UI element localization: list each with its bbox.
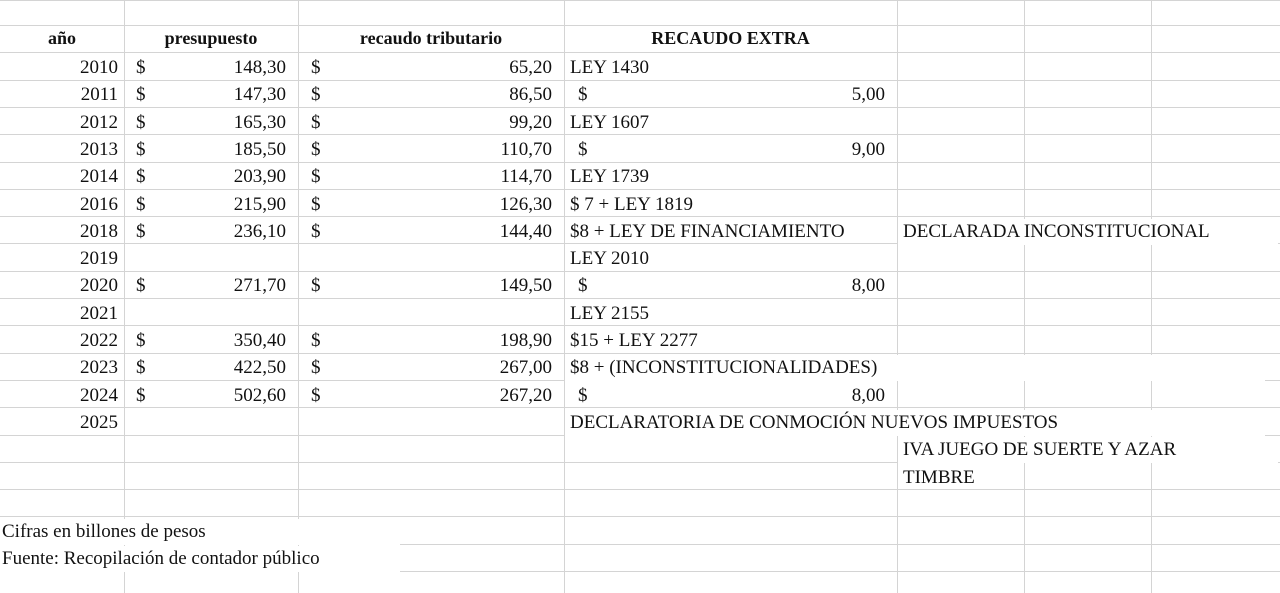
cell-tax-currency[interactable]: $ xyxy=(311,139,321,160)
cell-year[interactable]: 2024 xyxy=(80,385,118,406)
cell-year[interactable]: 2022 xyxy=(80,330,118,351)
cell-budget-currency[interactable]: $ xyxy=(136,385,146,406)
gridline xyxy=(298,0,299,593)
cell-extra-text[interactable]: LEY 2010 xyxy=(570,248,649,269)
cell-extra-currency[interactable]: $ xyxy=(578,385,588,406)
cell-budget-value[interactable]: 203,90 xyxy=(233,166,286,187)
cell-budget-currency[interactable]: $ xyxy=(136,57,146,78)
cell-tax-value[interactable]: 198,90 xyxy=(499,330,552,351)
gridline xyxy=(564,0,565,593)
cell-note[interactable]: DECLARADA INCONSTITUCIONAL xyxy=(903,221,1210,242)
cell-budget-value[interactable]: 165,30 xyxy=(233,112,286,133)
cell-extra-text[interactable]: LEY 1607 xyxy=(570,112,649,133)
cell-tax-currency[interactable]: $ xyxy=(311,330,321,351)
cell-budget-value[interactable]: 422,50 xyxy=(233,357,286,378)
cell-extra-text[interactable]: $ 7 + LEY 1819 xyxy=(570,194,693,215)
cell-tax-currency[interactable]: $ xyxy=(311,194,321,215)
cell-extra-note[interactable]: IVA JUEGO DE SUERTE Y AZAR xyxy=(903,439,1177,460)
cell-budget-value[interactable]: 215,90 xyxy=(233,194,286,215)
cell-budget-value[interactable]: 147,30 xyxy=(233,84,286,105)
cell-year[interactable]: 2021 xyxy=(80,303,118,324)
cell-tax-value[interactable]: 149,50 xyxy=(499,275,552,296)
cell-tax-value[interactable]: 86,50 xyxy=(509,84,552,105)
cell-tax-currency[interactable]: $ xyxy=(311,221,321,242)
cell-year[interactable]: 2023 xyxy=(80,357,118,378)
cell-year[interactable]: 2020 xyxy=(80,275,118,296)
cell-year[interactable]: 2010 xyxy=(80,57,118,78)
cell-tax-currency[interactable]: $ xyxy=(311,57,321,78)
cell-year[interactable]: 2018 xyxy=(80,221,118,242)
cell-extra-text[interactable]: DECLARATORIA DE CONMOCIÓN NUEVOS IMPUESTOS xyxy=(570,412,1059,433)
cell-tax-currency[interactable]: $ xyxy=(311,84,321,105)
gridline xyxy=(0,52,1280,53)
gridline xyxy=(897,0,898,593)
cell-budget-currency[interactable]: $ xyxy=(136,275,146,296)
cell-tax-currency[interactable]: $ xyxy=(311,385,321,406)
cell-tax-value[interactable]: 114,70 xyxy=(500,166,552,187)
cell-budget-currency[interactable]: $ xyxy=(136,166,146,187)
cell-tax-value[interactable]: 267,20 xyxy=(499,385,552,406)
cell-tax-currency[interactable]: $ xyxy=(311,275,321,296)
gridline xyxy=(0,516,1280,517)
cell-budget-currency[interactable]: $ xyxy=(136,357,146,378)
cell-year[interactable]: 2012 xyxy=(80,112,118,133)
gridline xyxy=(124,0,125,593)
cell-extra-value[interactable]: 8,00 xyxy=(851,275,885,296)
cell-tax-value[interactable]: 65,20 xyxy=(509,57,552,78)
cell-footnote[interactable]: Fuente: Recopilación de contador público xyxy=(2,548,320,569)
cell-extra-text[interactable]: LEY 1739 xyxy=(570,166,649,187)
cell-extra-text[interactable]: $15 + LEY 2277 xyxy=(570,330,698,351)
cell-budget-value[interactable]: 502,60 xyxy=(233,385,286,406)
cell-budget-value[interactable]: 148,30 xyxy=(233,57,286,78)
cell-budget-currency[interactable]: $ xyxy=(136,112,146,133)
cell-extra-text[interactable]: LEY 2155 xyxy=(570,303,649,324)
cell-budget-value[interactable]: 350,40 xyxy=(233,330,286,351)
cell-tax-currency[interactable]: $ xyxy=(311,357,321,378)
cell-budget-currency[interactable]: $ xyxy=(136,84,146,105)
cell-extra-currency[interactable]: $ xyxy=(578,275,588,296)
cell-year[interactable]: 2019 xyxy=(80,248,118,269)
cell-tax-currency[interactable]: $ xyxy=(311,166,321,187)
cell-budget-value[interactable]: 236,10 xyxy=(233,221,286,242)
cell-tax-value[interactable]: 267,00 xyxy=(499,357,552,378)
cell-tax-value[interactable]: 144,40 xyxy=(499,221,552,242)
header-extra-revenue[interactable]: RECAUDO EXTRA xyxy=(651,28,810,48)
cell-budget-currency[interactable]: $ xyxy=(136,330,146,351)
cell-budget-value[interactable]: 185,50 xyxy=(233,139,286,160)
cell-tax-currency[interactable]: $ xyxy=(311,112,321,133)
cell-extra-text[interactable]: $8 + (INCONSTITUCIONALIDADES) xyxy=(570,357,878,378)
cell-footnote[interactable]: Cifras en billones de pesos xyxy=(2,521,206,542)
cell-extra-text[interactable]: $8 + LEY DE FINANCIAMIENTO xyxy=(570,221,845,242)
cell-tax-value[interactable]: 126,30 xyxy=(499,194,552,215)
gridline xyxy=(0,0,1280,1)
cell-year[interactable]: 2011 xyxy=(80,84,118,105)
header-tax-revenue[interactable]: recaudo tributario xyxy=(359,28,503,48)
cell-extra-value[interactable]: 9,00 xyxy=(851,139,885,160)
cell-budget-value[interactable]: 271,70 xyxy=(233,275,286,296)
gridline xyxy=(0,489,1280,490)
cell-budget-currency[interactable]: $ xyxy=(136,221,146,242)
cell-year[interactable]: 2025 xyxy=(80,412,118,433)
cell-budget-currency[interactable]: $ xyxy=(136,139,146,160)
cell-extra-currency[interactable]: $ xyxy=(578,84,588,105)
cell-tax-value[interactable]: 110,70 xyxy=(500,139,552,160)
cell-extra-value[interactable]: 5,00 xyxy=(851,84,885,105)
cell-extra-note[interactable]: TIMBRE xyxy=(903,467,975,488)
cell-budget-currency[interactable]: $ xyxy=(136,194,146,215)
header-year[interactable]: año xyxy=(47,28,76,48)
cell-year[interactable]: 2016 xyxy=(80,194,118,215)
cell-extra-value[interactable]: 8,00 xyxy=(851,385,885,406)
gridline xyxy=(1024,0,1025,593)
cell-extra-text[interactable]: LEY 1430 xyxy=(570,57,649,78)
cell-year[interactable]: 2013 xyxy=(80,139,118,160)
gridline xyxy=(1151,0,1152,593)
cell-extra-currency[interactable]: $ xyxy=(578,139,588,160)
cell-tax-value[interactable]: 99,20 xyxy=(509,112,552,133)
cell-year[interactable]: 2014 xyxy=(80,166,118,187)
header-budget[interactable]: presupuesto xyxy=(164,28,258,48)
